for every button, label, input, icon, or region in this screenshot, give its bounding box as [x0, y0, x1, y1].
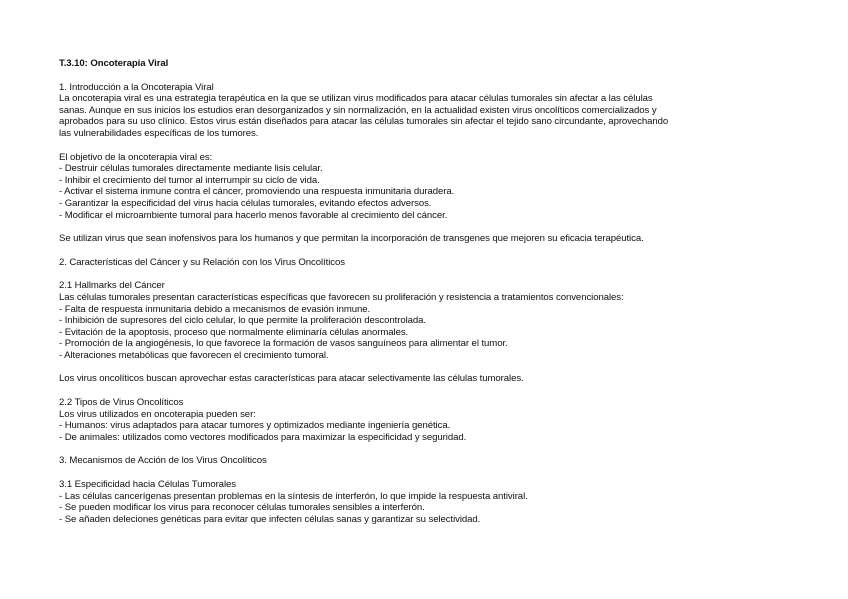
text-line: Las células tumorales presentan características específicas que favorecen su proliferación y resistencia a tratamientos convencionales: [59, 291, 624, 303]
text-line: - Evitación de la apoptosis, proceso que normalmente eliminaría células anormales. [59, 326, 409, 338]
paragraph-gap [59, 467, 799, 479]
paragraph-gap [59, 268, 799, 280]
document-body [59, 82, 799, 526]
text-line: - Modificar el microambiente tumoral para hacerlo menos favorable al crecimiento del cáncer. [59, 209, 448, 221]
text-line: 3. Mecanismos de Acción de los Virus Oncolíticos [59, 455, 267, 467]
paragraph-block [59, 479, 799, 525]
text-line: - Alteraciones metabólicas que favorecen el crecimiento tumoral. [59, 349, 329, 361]
text-line: - Destruir células tumorales directamente mediante lisis celular. [59, 163, 323, 175]
paragraph-gap [59, 140, 799, 152]
paragraph-gap [59, 443, 799, 455]
text-line: - Humanos: virus adaptados para atacar tumores y optimizados mediante ingeniería genética. [59, 420, 451, 432]
document-page [59, 58, 799, 525]
text-line: - Las células cancerígenas presentan problemas en la síntesis de interferón, lo que impide la respuesta antiviral. [59, 490, 528, 502]
paragraph-block [59, 280, 799, 361]
paragraph-heading-line: 2.1 Hallmarks del Cáncer [59, 280, 165, 292]
paragraph-heading-line: 3.1 Especificidad hacia Células Tumorales [59, 479, 236, 491]
text-line: - Falta de respuesta inmunitaria debido a mecanismos de evasión inmune. [59, 303, 371, 315]
paragraph-heading-line: El objetivo de la oncoterapia viral es: [59, 151, 213, 163]
text-line: - De animales: utilizados como vectores modificados para maximizar la especificidad y seguridad. [59, 431, 467, 443]
document-title: T.3.10: Oncoterapia Viral [59, 58, 169, 69]
paragraph-block [59, 455, 799, 467]
text-line: - Se añaden deleciones genéticas para evitar que infecten células sanas y garantizar su selectividad. [59, 513, 481, 525]
paragraph-block [59, 152, 799, 222]
paragraph-block [59, 397, 799, 443]
paragraph-block [59, 82, 799, 140]
paragraph-heading-line: 2.2 Tipos de Virus Oncolíticos [59, 397, 184, 409]
paragraph-block [59, 257, 799, 269]
text-line: Los virus oncolíticos buscan aprovechar estas características para atacar selectivamente las células tumorales. [59, 373, 524, 385]
text-line: Los virus utilizados en oncoterapia pueden ser: [59, 408, 256, 420]
paragraph-gap [59, 385, 799, 397]
paragraph-block [59, 373, 799, 385]
text-line: - Activar el sistema inmune contra el cáncer, promoviendo una respuesta inmunitaria duradera. [59, 186, 455, 198]
text-line: - Promoción de la angiogénesis, lo que favorece la formación de vasos sanguíneos para alimentar el tumor. [59, 338, 508, 350]
text-line: 2. Características del Cáncer y su Relación con los Virus Oncolíticos [59, 256, 345, 268]
text-line: La oncoterapia viral es una estrategia terapéutica en la que se utilizan virus modificados para atacar células tumorales sin afectar a las células [59, 93, 653, 105]
text-line: - Inhibición de supresores del ciclo celular, lo que permite la proliferación descontrolada. [59, 315, 427, 327]
paragraph-gap [59, 221, 799, 233]
text-line: aprobados para su uso clínico. Estos virus están diseñados para atacar las células tumorales sin afectar el tejido sano circundante, aprovechando [59, 116, 669, 128]
paragraph-block [59, 233, 799, 245]
paragraph-gap [59, 361, 799, 373]
text-line: - Se pueden modificar los virus para reconocer células tumorales sensibles a interferón. [59, 502, 425, 514]
text-line: Se utilizan virus que sean inofensivos para los humanos y que permitan la incorporación de transgenes que mejoren su eficacia terapéutica. [59, 233, 644, 245]
paragraph-heading-line: 1. Introducción a la Oncoterapia Viral [59, 81, 214, 93]
paragraph-gap [59, 245, 799, 257]
text-line: - Garantizar la especificidad del virus hacia células tumorales, evitando efectos adversos. [59, 197, 432, 209]
text-line: - Inhibir el crecimiento del tumor al interrumpir su ciclo de vida. [59, 174, 320, 186]
text-line: las vulnerabilidades específicas de los tumores. [59, 127, 259, 139]
text-line: sanas. Aunque en sus inicios los estudios eran desorganizados y sin normalización, en la actualidad existen virus oncolíticos comercializados y [59, 104, 657, 116]
